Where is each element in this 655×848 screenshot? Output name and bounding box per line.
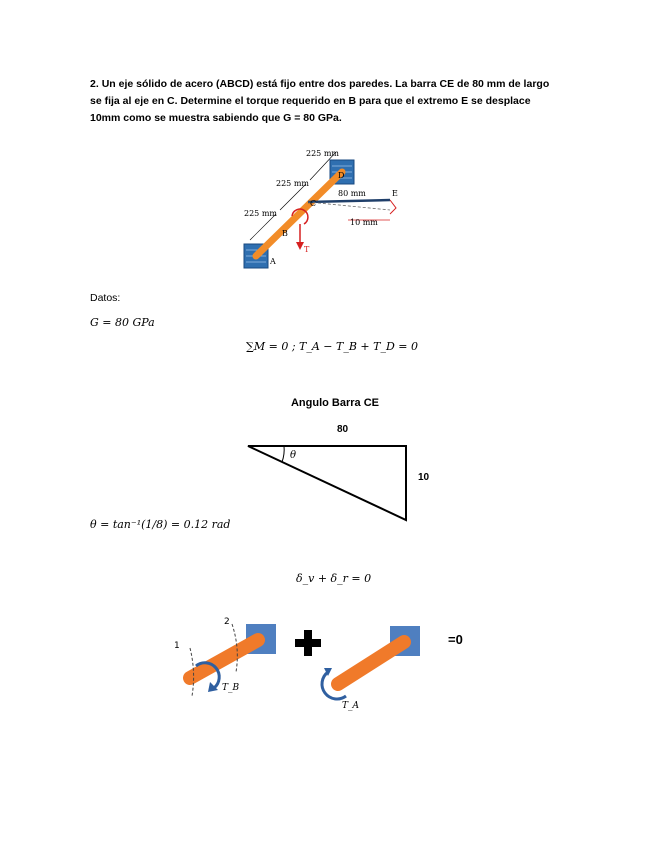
section-2-label: 2 [224, 617, 230, 627]
problem-text: Un eje sólido de acero (ABCD) está fijo entre dos paredes. La barra CE de 80 mm de largo se fija al eje en C. Determine el torque requerido en B para que el extremo E se desplace 10mm como se muestra sabiendo que G = 80 GPa. [90, 78, 550, 124]
point-d-label: D [338, 171, 345, 180]
dim-top-label: 225 mm [306, 149, 339, 158]
right-shaft [338, 642, 404, 684]
dim-middle-label: 225 mm [276, 179, 309, 188]
torque-b-label: T_B [222, 683, 240, 693]
left-shaft [190, 640, 258, 678]
angle-triangle [244, 440, 414, 524]
problem-number: 2. [90, 78, 99, 90]
deflection-label: 10 mm [350, 218, 378, 227]
bar-length-label: 80 mm [338, 189, 366, 198]
section-1-label: 1 [174, 641, 180, 651]
triangle-label-80: 80 [337, 424, 349, 435]
point-e-label: E [392, 189, 398, 198]
equals-zero: =0 [448, 632, 463, 647]
superposition-figure [170, 612, 470, 712]
bar-ce [308, 200, 390, 202]
torque-a-label: T_A [342, 701, 360, 711]
equation-moment-sum: ∑M = 0 ; T_A − T_B + T_D = 0 [246, 340, 419, 353]
datos-label: Datos: [90, 292, 121, 304]
dim-bottom-label: 225 mm [244, 209, 277, 218]
triangle-label-10: 10 [418, 472, 430, 483]
problem-statement [90, 76, 560, 127]
shaft-figure [240, 140, 420, 272]
point-a-label: A [270, 257, 276, 266]
point-c-label: C [310, 199, 317, 208]
triangle-label-theta: θ [290, 450, 297, 461]
equation-theta: θ = tan⁻¹(1/8) = 0.12 rad [90, 518, 231, 531]
point-b-label: B [282, 229, 288, 238]
torque-label: T [304, 245, 310, 254]
equation-g: G = 80 GPa [90, 316, 155, 329]
plus-icon [295, 630, 321, 656]
equation-delta: δ_v + δ_r = 0 [296, 572, 372, 585]
angle-title: Angulo Barra CE [290, 397, 379, 409]
